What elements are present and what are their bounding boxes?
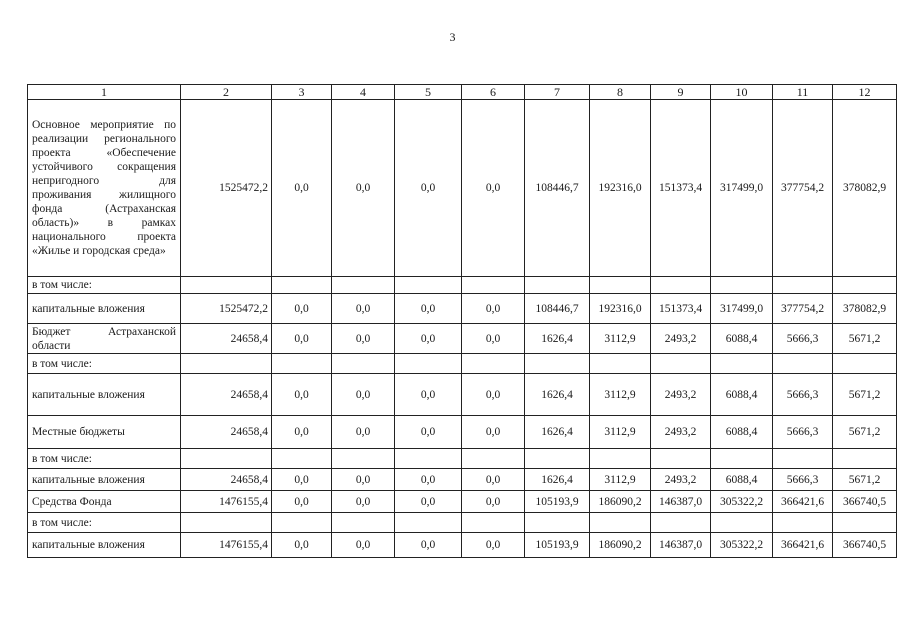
value-cell: 366421,6 (773, 533, 833, 558)
value-cell (332, 277, 395, 294)
value-cell: 378082,9 (833, 294, 897, 324)
row-label: Средства Фонда (28, 491, 181, 513)
value-cell: 0,0 (272, 533, 332, 558)
value-cell (525, 449, 590, 469)
value-cell: 1626,4 (525, 374, 590, 416)
budget-table (27, 84, 897, 558)
value-cell: 5666,3 (773, 374, 833, 416)
value-cell: 0,0 (395, 324, 462, 354)
value-cell (272, 277, 332, 294)
value-cell (525, 513, 590, 533)
row-label: капитальные вложения (28, 294, 181, 324)
value-cell (833, 513, 897, 533)
value-cell: 0,0 (332, 491, 395, 513)
value-cell (833, 277, 897, 294)
value-cell (711, 513, 773, 533)
value-cell: 0,0 (462, 469, 525, 491)
value-cell: 0,0 (395, 100, 462, 277)
value-cell: 24658,4 (181, 374, 272, 416)
value-cell: 0,0 (332, 324, 395, 354)
value-cell (332, 513, 395, 533)
value-cell (272, 449, 332, 469)
value-cell: 186090,2 (590, 533, 651, 558)
table-row (28, 416, 897, 449)
value-cell: 1525472,2 (181, 100, 272, 277)
column-header: 12 (833, 85, 897, 100)
row-label: капитальные вложения (28, 374, 181, 416)
row-label: Бюджет Астраханской области (28, 324, 181, 354)
value-cell (525, 354, 590, 374)
value-cell: 0,0 (462, 324, 525, 354)
table-row (28, 491, 897, 513)
column-header: 2 (181, 85, 272, 100)
row-label: Местные бюджеты (28, 416, 181, 449)
column-header: 4 (332, 85, 395, 100)
value-cell (462, 449, 525, 469)
row-label: в том числе: (28, 277, 181, 294)
value-cell: 0,0 (332, 469, 395, 491)
value-cell: 24658,4 (181, 324, 272, 354)
value-cell (773, 277, 833, 294)
value-cell (590, 354, 651, 374)
value-cell: 317499,0 (711, 294, 773, 324)
value-cell: 0,0 (332, 100, 395, 277)
value-cell: 0,0 (272, 294, 332, 324)
value-cell: 2493,2 (651, 374, 711, 416)
value-cell (181, 277, 272, 294)
value-cell (332, 354, 395, 374)
value-cell (395, 354, 462, 374)
value-cell (395, 449, 462, 469)
value-cell: 3112,9 (590, 374, 651, 416)
value-cell: 0,0 (395, 416, 462, 449)
value-cell: 0,0 (332, 374, 395, 416)
value-cell (181, 513, 272, 533)
value-cell: 378082,9 (833, 100, 897, 277)
value-cell: 105193,9 (525, 491, 590, 513)
value-cell: 0,0 (395, 469, 462, 491)
column-header: 6 (462, 85, 525, 100)
value-cell: 24658,4 (181, 469, 272, 491)
value-cell: 146387,0 (651, 533, 711, 558)
value-cell: 186090,2 (590, 491, 651, 513)
value-cell: 0,0 (272, 416, 332, 449)
value-cell (462, 354, 525, 374)
value-cell: 6088,4 (711, 324, 773, 354)
row-label: в том числе: (28, 354, 181, 374)
value-cell: 3112,9 (590, 416, 651, 449)
table-row (28, 354, 897, 374)
column-header: 11 (773, 85, 833, 100)
value-cell (181, 354, 272, 374)
value-cell: 192316,0 (590, 100, 651, 277)
value-cell: 5666,3 (773, 469, 833, 491)
value-cell (395, 277, 462, 294)
value-cell: 1626,4 (525, 324, 590, 354)
value-cell: 108446,7 (525, 294, 590, 324)
row-label: капитальные вложения (28, 469, 181, 491)
value-cell: 5671,2 (833, 324, 897, 354)
value-cell: 5666,3 (773, 416, 833, 449)
value-cell (833, 449, 897, 469)
value-cell: 0,0 (272, 469, 332, 491)
value-cell (590, 513, 651, 533)
value-cell: 305322,2 (711, 533, 773, 558)
table-row (28, 513, 897, 533)
value-cell: 146387,0 (651, 491, 711, 513)
table-row (28, 277, 897, 294)
value-cell: 0,0 (462, 100, 525, 277)
row-label: в том числе: (28, 449, 181, 469)
value-cell: 0,0 (332, 294, 395, 324)
row-label: в том числе: (28, 513, 181, 533)
value-cell: 24658,4 (181, 416, 272, 449)
value-cell: 3112,9 (590, 469, 651, 491)
value-cell: 6088,4 (711, 416, 773, 449)
value-cell: 1525472,2 (181, 294, 272, 324)
value-cell (651, 449, 711, 469)
value-cell: 5666,3 (773, 324, 833, 354)
value-cell (462, 277, 525, 294)
value-cell: 366421,6 (773, 491, 833, 513)
value-cell (711, 354, 773, 374)
value-cell: 0,0 (272, 491, 332, 513)
value-cell (590, 277, 651, 294)
table-row (28, 533, 897, 558)
value-cell: 377754,2 (773, 294, 833, 324)
column-header: 7 (525, 85, 590, 100)
value-cell (773, 449, 833, 469)
value-cell: 0,0 (462, 491, 525, 513)
value-cell: 0,0 (332, 416, 395, 449)
value-cell (525, 277, 590, 294)
value-cell (272, 513, 332, 533)
value-cell: 0,0 (462, 294, 525, 324)
value-cell: 305322,2 (711, 491, 773, 513)
value-cell: 0,0 (462, 533, 525, 558)
value-cell: 377754,2 (773, 100, 833, 277)
column-header: 5 (395, 85, 462, 100)
value-cell (590, 449, 651, 469)
column-header: 9 (651, 85, 711, 100)
value-cell: 0,0 (272, 374, 332, 416)
page-number: 3 (449, 30, 456, 44)
value-cell (711, 277, 773, 294)
value-cell: 108446,7 (525, 100, 590, 277)
value-cell (462, 513, 525, 533)
value-cell (773, 354, 833, 374)
header-row (28, 85, 897, 100)
value-cell (833, 354, 897, 374)
column-header: 8 (590, 85, 651, 100)
value-cell: 6088,4 (711, 469, 773, 491)
value-cell: 0,0 (462, 374, 525, 416)
value-cell (773, 513, 833, 533)
column-header: 3 (272, 85, 332, 100)
value-cell: 105193,9 (525, 533, 590, 558)
table-body (28, 100, 897, 558)
value-cell (651, 277, 711, 294)
value-cell: 366740,5 (833, 533, 897, 558)
value-cell (272, 354, 332, 374)
value-cell (395, 513, 462, 533)
value-cell: 1626,4 (525, 416, 590, 449)
value-cell (651, 513, 711, 533)
value-cell (332, 449, 395, 469)
value-cell: 2493,2 (651, 469, 711, 491)
table-row (28, 469, 897, 491)
value-cell: 3112,9 (590, 324, 651, 354)
value-cell: 151373,4 (651, 100, 711, 277)
value-cell: 366740,5 (833, 491, 897, 513)
value-cell (651, 354, 711, 374)
column-header: 10 (711, 85, 773, 100)
value-cell: 0,0 (332, 533, 395, 558)
value-cell: 2493,2 (651, 324, 711, 354)
value-cell: 0,0 (395, 533, 462, 558)
value-cell: 0,0 (395, 491, 462, 513)
value-cell: 1476155,4 (181, 491, 272, 513)
value-cell: 1476155,4 (181, 533, 272, 558)
value-cell (711, 449, 773, 469)
table-row (28, 100, 897, 277)
value-cell: 5671,2 (833, 416, 897, 449)
value-cell: 151373,4 (651, 294, 711, 324)
table-row (28, 324, 897, 354)
value-cell: 5671,2 (833, 374, 897, 416)
row-label: Основное мероприятие по реализации регионального проекта «Обеспечение устойчивого сокращения непригодного для проживания жилищного фонда (Астраханская область)» в рамках национального проекта «Жилье и городская среда» (28, 100, 181, 277)
value-cell: 0,0 (395, 374, 462, 416)
value-cell (181, 449, 272, 469)
table-row (28, 294, 897, 324)
row-label: капитальные вложения (28, 533, 181, 558)
value-cell: 0,0 (272, 324, 332, 354)
value-cell: 0,0 (395, 294, 462, 324)
value-cell: 192316,0 (590, 294, 651, 324)
table-row (28, 449, 897, 469)
value-cell: 2493,2 (651, 416, 711, 449)
column-header: 1 (28, 85, 181, 100)
value-cell: 6088,4 (711, 374, 773, 416)
value-cell: 0,0 (272, 100, 332, 277)
table-row (28, 374, 897, 416)
value-cell: 5671,2 (833, 469, 897, 491)
value-cell: 317499,0 (711, 100, 773, 277)
value-cell: 1626,4 (525, 469, 590, 491)
value-cell: 0,0 (462, 416, 525, 449)
